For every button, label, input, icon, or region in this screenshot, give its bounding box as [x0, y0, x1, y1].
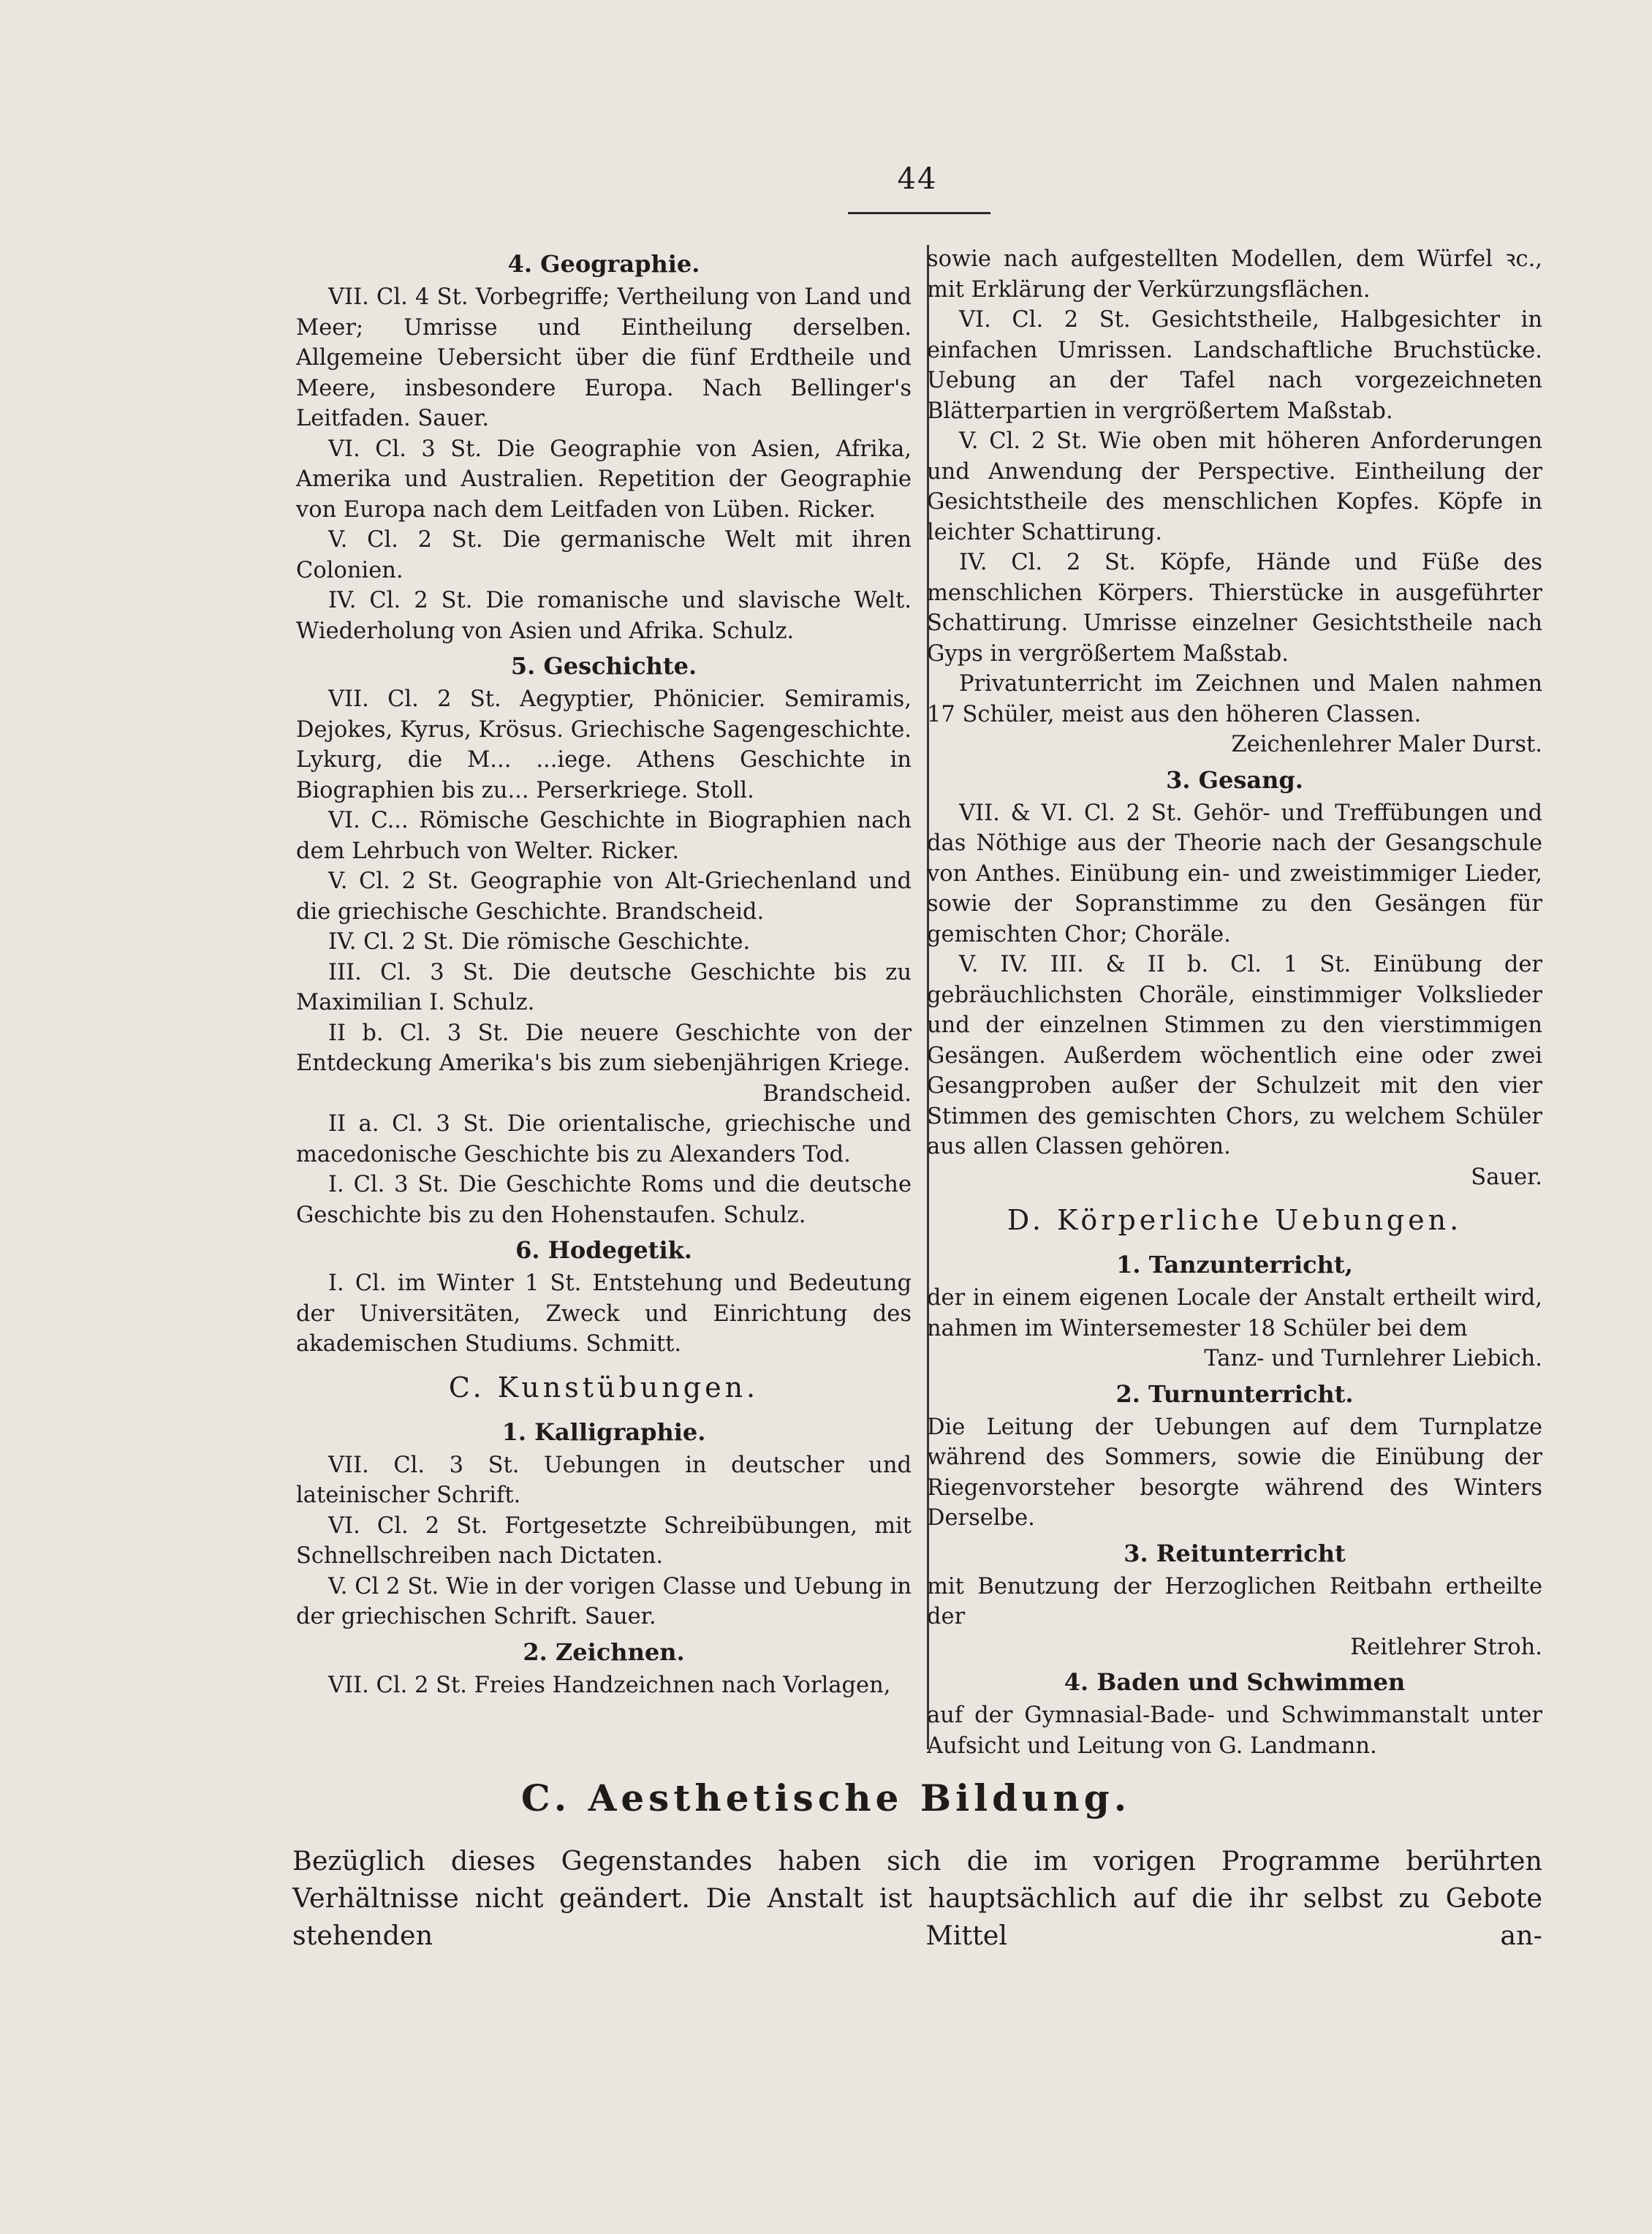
body-paragraph: Bezüglich dieses Gegenstandes haben sich die im vorigen Programme berührten Verhältnisse nicht geändert. Die Anstalt ist hauptsächlich auf die ihr selbst zu Gebote stehenden Mittel an-: [292, 1845, 1542, 1951]
left-paragraph: VII. Cl. 2 St. Aegyptier, Phönicier. Semiramis, Dejokes, Kyrus, Krösus. Griechische Sagengeschichte. Lykurg, die M... ...iege. Athens Geschichte in Biographien bis zu... Perserkriege. Stoll.: [296, 686, 912, 803]
left-paragraph: V. Cl 2 St. Wie in der vorigen Classe und Uebung in der griechischen Schrift. Sauer.: [296, 1573, 912, 1629]
left-paragraph: I. Cl. im Winter 1 St. Entstehung und Bedeutung der Universitäten, Zweck und Einrichtung des akademischen Studiums. Schmitt.: [296, 1271, 912, 1357]
right-section-heading: D. Körperliche Uebungen.: [1007, 1204, 1463, 1236]
right-paragraph: IV. Cl. 2 St. Köpfe, Hände und Füße des menschlichen Körpers. Thierstücke in ausgeführter Schattirung. Umrisse einzelner Gesichtstheile nach Gyps in vergrößertem Maßstab.: [927, 550, 1542, 667]
left-subheading: 4. Geographie.: [507, 250, 700, 278]
right-column: [927, 244, 1542, 1761]
left-paragraph: VII. Cl. 3 St. Uebungen in deutscher und lateinischer Schrift.: [296, 1452, 912, 1508]
left-paragraph: V. Cl. 2 St. Die germanische Welt mit ihren Colonien.: [296, 527, 912, 583]
left-subheading: 2. Zeichnen.: [523, 1637, 685, 1666]
right-paragraph: Die Leitung der Uebungen auf dem Turnplatze während des Sommers, sowie die Einübung der Riegenvorsteher besorgte während des Winters Derselbe.: [927, 1414, 1542, 1531]
right-paragraph: Privatunterricht im Zeichnen und Malen nahmen 17 Schüler, meist aus den höheren Classen.: [927, 671, 1542, 727]
right-paragraph: der in einem eigenen Locale der Anstalt ertheilt wird, nahmen im Wintersemester 18 Schüler bei dem: [927, 1285, 1542, 1341]
right-subheading: 1. Tanzunterricht,: [1116, 1251, 1353, 1279]
right-paragraph: VI. Cl. 2 St. Gesichtstheile, Halbgesichter in einfachen Umrissen. Landschaftliche Bruchstücke. Uebung an der Tafel nach vorgezeichneten Blätterpartien in vergrößertem Maßstab.: [927, 307, 1542, 424]
page-number: 44: [897, 162, 938, 196]
right-signature-line: Sauer.: [1471, 1164, 1542, 1190]
right-subheading: 4. Baden und Schwimmen: [1064, 1668, 1406, 1696]
section-title: C. Aesthetische Bildung.: [520, 1776, 1132, 1820]
right-subheading: 3. Gesang.: [1166, 765, 1303, 794]
left-paragraph: VII. Cl. 4 St. Vorbegriffe; Vertheilung von Land und Meer; Umrisse und Eintheilung derselben. Allgemeine Uebersicht über die fünf Erdtheile und Meere, insbesondere Europa. Nach Bellinger's Leitfaden. Sauer.: [296, 284, 912, 431]
right-paragraph: mit Benutzung der Herzoglichen Reitbahn ertheilte der: [927, 1573, 1542, 1629]
left-paragraph: V. Cl. 2 St. Geographie von Alt-Griechenland und die griechische Geschichte. Brandscheid.: [296, 868, 912, 925]
left-paragraph: VI. Cl. 2 St. Fortgesetzte Schreibübungen, mit Schnellschreiben nach Dictaten.: [296, 1512, 912, 1569]
left-paragraph: II a. Cl. 3 St. Die orientalische, griechische und macedonische Geschichte bis zu Alexanders Tod.: [296, 1111, 912, 1167]
right-subheading: 2. Turnunterricht.: [1115, 1379, 1354, 1408]
left-column: [296, 244, 912, 1700]
right-paragraph: V. IV. III. & II b. Cl. 1 St. Einübung der gebräuchlichsten Choräle, einstimmiger Volkslieder und der einzelnen Stimmen zu den vierstimmigen Gesängen. Außerdem wöchentlich eine oder zwei Gesangproben außer der Schulzeit mit den vier Stimmen des gemischten Chors, zu welchem Schüler aus allen Classen gehören.: [927, 952, 1542, 1159]
right-signature-line: Zeichenlehrer Maler Durst.: [1231, 732, 1542, 757]
left-paragraph: II b. Cl. 3 St. Die neuere Geschichte von der Entdeckung Amerika's bis zum siebenjährigen Kriege.: [296, 1020, 912, 1076]
left-signature-line: Brandscheid.: [762, 1080, 912, 1107]
right-paragraph: auf der Gymnasial-Bade- und Schwimmanstalt unter Aufsicht und Leitung von G. Landmann.: [927, 1703, 1542, 1759]
right-paragraph: sowie nach aufgestellten Modellen, dem Würfel ꝛc., mit Erklärung der Verkürzungsflächen.: [927, 246, 1542, 303]
right-paragraph: V. Cl. 2 St. Wie oben mit höheren Anforderungen und Anwendung der Perspective. Eintheilung der Gesichtstheile des menschlichen Kopfes. Köpfe in leichter Schattirung.: [927, 428, 1542, 545]
right-signature-line: Reitlehrer Stroh.: [1350, 1634, 1542, 1660]
left-subheading: 6. Hodegetik.: [515, 1236, 692, 1264]
header-rule: [848, 212, 990, 214]
right-paragraph: VII. & VI. Cl. 2 St. Gehör- und Treffübungen und das Nöthige aus der Theorie nach der Gesangschule von Anthes. Einübung ein- und zweistimmiger Lieder, sowie der Sopranstimme zu den Gesängen für gemischten Chor; Choräle.: [927, 800, 1542, 947]
left-paragraph: VI. C... Römische Geschichte in Biographien nach dem Lehrbuch von Welter. Ricker.: [296, 808, 912, 864]
right-signature-line: Tanz- und Turnlehrer Liebich.: [1204, 1346, 1542, 1371]
right-subheading: 3. Reitunterricht: [1124, 1539, 1346, 1567]
left-subheading: 1. Kalligraphie.: [501, 1417, 706, 1446]
left-paragraph: III. Cl. 3 St. Die deutsche Geschichte bis zu Maximilian I. Schulz.: [296, 959, 912, 1015]
left-paragraph: IV. Cl. 2 St. Die romanische und slavische Welt. Wiederholung von Asien und Afrika. Schulz.: [296, 588, 912, 644]
left-section-heading: C. Kunstübungen.: [448, 1371, 759, 1404]
left-paragraph: I. Cl. 3 St. Die Geschichte Roms und die deutsche Geschichte bis zu den Hohenstaufen. Schulz.: [296, 1172, 912, 1228]
left-subheading: 5. Geschichte.: [510, 652, 697, 680]
left-paragraph: VI. Cl. 3 St. Die Geographie von Asien, Afrika, Amerika und Australien. Repetition der Geographie von Europa nach dem Leitfaden von Lüben. Ricker.: [296, 436, 912, 523]
left-paragraph: VII. Cl. 2 St. Freies Handzeichnen nach Vorlagen,: [328, 1672, 891, 1698]
left-paragraph: IV. Cl. 2 St. Die römische Geschichte.: [328, 929, 751, 955]
